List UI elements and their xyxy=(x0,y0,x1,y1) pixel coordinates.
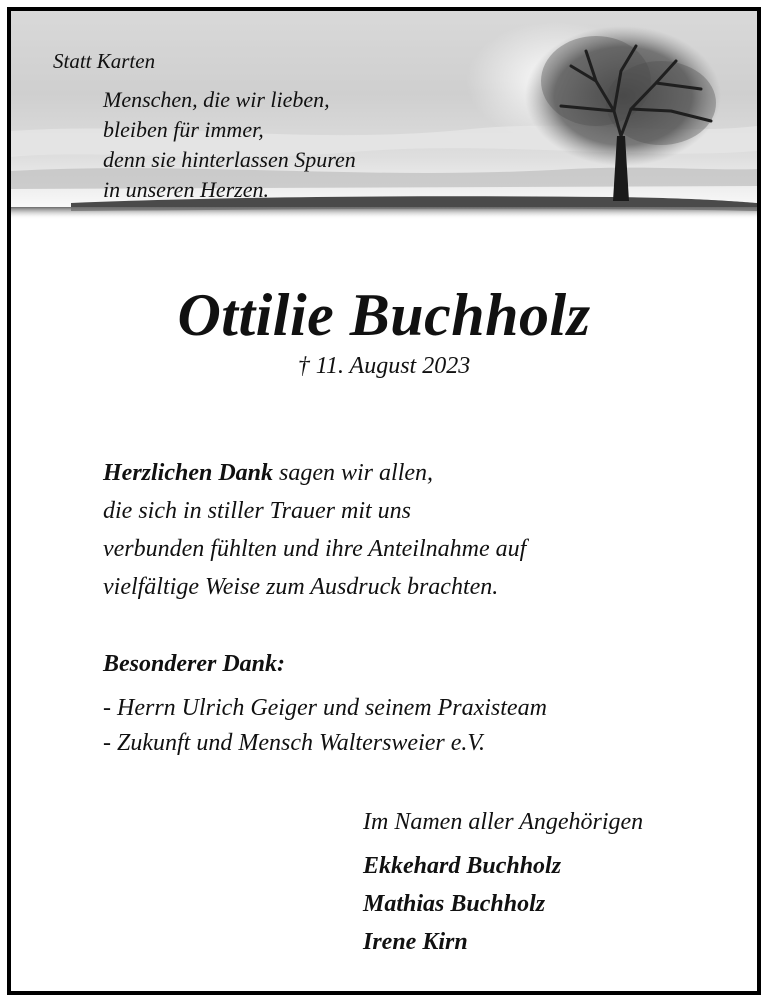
thanks-paragraph xyxy=(103,454,526,606)
thanks-first-line xyxy=(103,454,526,492)
statt-karten-label: Statt Karten xyxy=(53,49,156,73)
signer-list xyxy=(363,847,561,961)
thanks-first-line-rest: sagen wir allen, xyxy=(273,460,434,486)
thanks-line: verbunden fühlten und ihre Anteilnahme auf xyxy=(103,536,527,562)
motto-line: denn sie hinterlassen Spuren xyxy=(103,147,356,172)
special-thanks-item: - Zukunft und Mensch Waltersweier e.V. xyxy=(103,730,485,756)
motto-line: bleiben für immer, xyxy=(103,117,264,142)
special-thanks-list xyxy=(103,691,547,761)
deceased-name: Ottilie Buchholz xyxy=(177,282,591,348)
death-date: † 11. August 2023 xyxy=(297,353,471,379)
header-banner xyxy=(11,11,757,219)
motto-verse xyxy=(103,85,356,205)
thanks-lead: Herzlichen Dank xyxy=(103,460,274,486)
thanks-line: die sich in stiller Trauer mit uns xyxy=(103,498,412,524)
signer-name: Mathias Buchholz xyxy=(363,891,546,917)
special-thanks-heading: Besonderer Dank: xyxy=(103,651,286,677)
signer-name: Ekkehard Buchholz xyxy=(363,853,562,879)
motto-line: in unseren Herzen. xyxy=(103,177,269,202)
special-thanks-item: - Herrn Ulrich Geiger und seinem Praxisteam xyxy=(103,695,547,721)
signer-name: Irene Kirn xyxy=(363,929,468,955)
signoff-intro: Im Namen aller Angehörigen xyxy=(363,809,644,835)
motto-line: Menschen, die wir lieben, xyxy=(103,87,330,112)
thanks-line: vielfältige Weise zum Ausdruck brachten. xyxy=(103,574,499,600)
obituary-card xyxy=(7,7,761,995)
